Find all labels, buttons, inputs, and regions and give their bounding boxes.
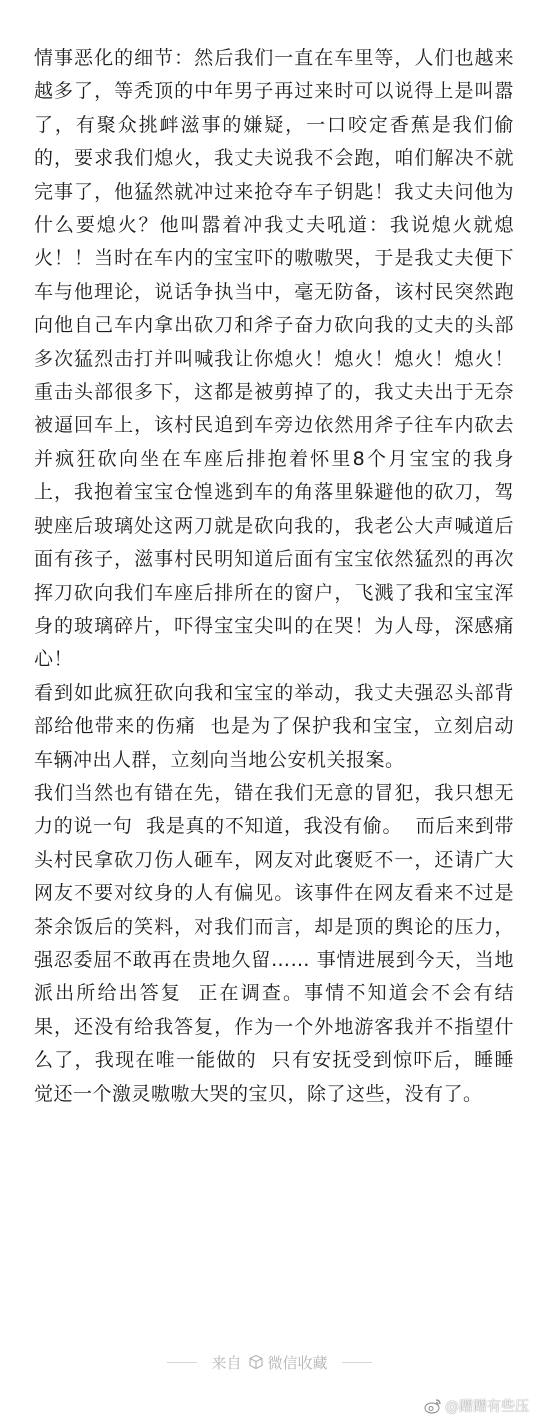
article-paragraph-3: 我们当然也有错在先，错在我们无意的冒犯，我只想无力的说一句 我是真的不知道，我没有偷。 而后来到带头村民拿砍刀伤人砸车，网友对此褒贬不一，还请广大网友不要对纹身的人有偏见。该事件在网友看来不过是茶余饭后的笑料，对我们而言，却是顶的舆论的压力，强忍委屈不敢再在贵地久留…… 事情进展到今天，当地派出所给出答复 正在调查。事情不知道会不会有结果，还没有给我答复，作为一个外地游客我并不指望什么了，我现在唯一能做的 只有安抚受到惊吓后，睡睡觉还一个激灵嗷嗷大哭的宝贝，除了这些，没有了。 (34, 781, 514, 1105)
weibo-watermark (424, 1395, 529, 1417)
weibo-icon (424, 1398, 442, 1414)
watermark-text: @蹭蹭有些压 (445, 1399, 529, 1415)
footer-source-label: 微信收藏 (267, 1353, 328, 1372)
article-body (34, 42, 514, 1111)
footer-left-divider (167, 1362, 197, 1363)
article-paragraph-1: 情事恶化的细节：然后我们一直在车里等，人们也越来越多了，等秃顶的中年男子再过来时可以说得上是叫嚣了，有聚众挑衅滋事的嫌疑，一口咬定香蕉是我们偷的，要求我们熄火，我丈夫说我不会跑，咱们解决不就完事了，他猛然就冲过来抢夺车子钥匙！我丈夫问他为什么要熄火？他叫嚣着冲我丈夫吼道：我说熄火就熄火！！当时在车内的宝宝吓的嗷嗷哭，于是我丈夫便下车与他理论，说话争执当中，毫无防备，该村民突然跑向他自己车内拿出砍刀和斧子奋力砍向我的丈夫的头部多次猛烈击打并叫喊我让你熄火！熄火！熄火！熄火！重击头部很多下，这都是被剪掉了的，我丈夫出于无奈被逼回车上，该村民追到车旁边依然用斧子往车内砍去并疯狂砍向坐在车座后排抱着怀里8个月宝宝的我身上，我抱着宝宝仓惶逃到车的角落里躲避他的砍刀，驾驶座后玻璃处这两刀就是砍向我的，我老公大声喊道后面有孩子，滋事村民明知道后面有宝宝依然猛烈的再次挥刀砍向我们车座后排所在的窗户，飞溅了我和宝宝浑身的玻璃碎片，吓得宝宝尖叫的在哭！为人母，深感痛心！ (34, 47, 514, 671)
footer-right-divider (342, 1362, 372, 1363)
footer-from-label: 来自 (211, 1353, 242, 1372)
cube-icon (248, 1354, 264, 1370)
source-footer (0, 1347, 539, 1377)
article-paragraph-2: 看到如此疯狂砍向我和宝宝的举动，我丈夫强忍头部背部给他带来的伤痛 也是为了保护我和宝宝，立刻启动车辆冲出人群，立刻向当地公安机关报案。 (34, 681, 514, 771)
